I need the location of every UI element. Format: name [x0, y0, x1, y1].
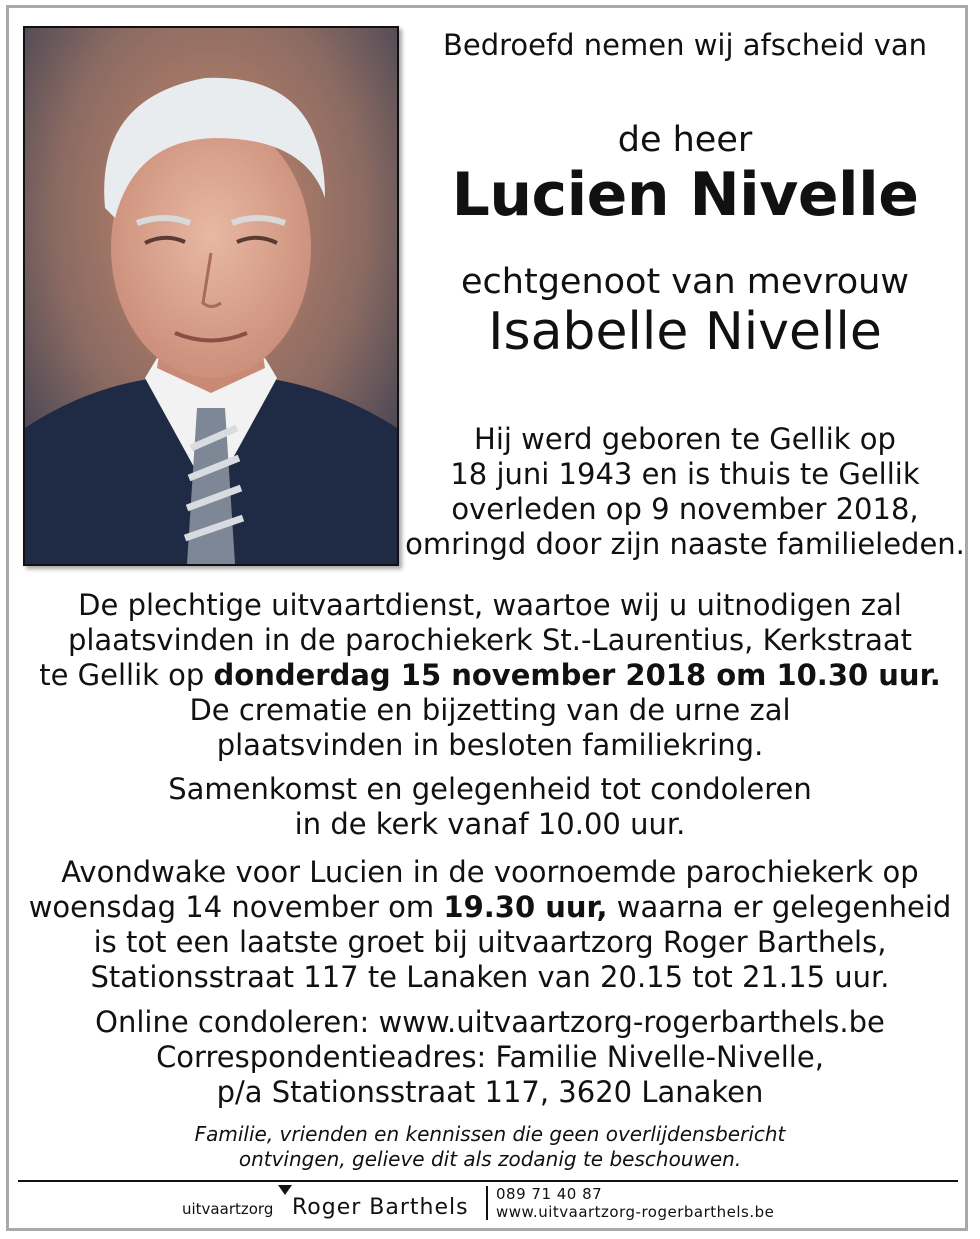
birth-line: omringd door zijn naaste familieleden.: [405, 527, 965, 561]
honorific: de heer: [617, 120, 753, 160]
gathering-paragraph: [20, 772, 960, 842]
wake-line: Avondwake voor Lucien in de voornoemde parochiekerk op: [61, 855, 919, 889]
birth-line: overleden op 9 november 2018,: [451, 492, 919, 526]
footer-divider: [18, 1180, 958, 1182]
note-line: Familie, vrienden en kennissen die geen overlijdensbericht: [194, 1122, 786, 1146]
wake-time-highlight: 19.30 uur,: [443, 890, 608, 924]
wake-line-prefix: woensdag 14 november om: [28, 890, 444, 924]
correspondence-line: Correspondentieadres: Familie Nivelle-Nivelle,: [156, 1040, 824, 1074]
deceased-name: Lucien Nivelle: [451, 160, 919, 230]
funeral-service-paragraph: [20, 588, 960, 763]
service-line-prefix: te Gellik op: [39, 658, 214, 692]
wake-line: [20, 890, 960, 925]
gathering-line: Samenkomst en gelegenheid tot condoleren: [168, 772, 812, 806]
footer-separator: [486, 1186, 488, 1220]
footer-website: www.uitvaartzorg-rogerbarthels.be: [496, 1203, 775, 1221]
portrait-photo: [23, 26, 399, 566]
birth-line: Hij werd geboren te Gellik op: [474, 422, 896, 456]
portrait-illustration: [25, 28, 397, 564]
spouse-name: Isabelle Nivelle: [488, 302, 882, 362]
address-line: p/a Stationsstraat 117, 3620 Lanaken: [216, 1075, 764, 1109]
birth-death-paragraph: [405, 422, 965, 562]
intro-text: Bedroefd nemen wij afscheid van: [442, 28, 928, 62]
wake-line: is tot een laatste groet bij uitvaartzorg Roger Barthels,: [93, 925, 887, 959]
service-line: plaatsvinden in besloten familiekring.: [216, 728, 764, 762]
spouse-relation: echtgenoot van mevrouw: [461, 262, 909, 302]
note-line: ontvingen, gelieve dit als zodanig te beschouwen.: [238, 1147, 742, 1171]
footer-phone: 089 71 40 87: [496, 1185, 603, 1203]
wake-line: Stationsstraat 117 te Lanaken van 20.15 tot 21.15 uur.: [90, 960, 890, 994]
service-line: plaatsvinden in de parochiekerk St.-Laurentius, Kerkstraat: [67, 623, 913, 657]
wake-paragraph: [20, 855, 960, 995]
contact-paragraph: [20, 1005, 960, 1110]
service-line: [20, 658, 960, 693]
online-condolence-line: Online condoleren: www.uitvaartzorg-rogerbarthels.be: [95, 1005, 885, 1039]
footer-prefix: uitvaartzorg: [182, 1200, 274, 1218]
logo-arrow-icon: [278, 1185, 292, 1195]
service-line: De plechtige uitvaartdienst, waartoe wij u uitnodigen zal: [78, 588, 902, 622]
service-date-highlight: donderdag 15 november 2018 om 10.30 uur.: [213, 658, 941, 692]
notice-note: [20, 1122, 960, 1172]
service-line: De crematie en bijzetting van de urne zal: [189, 693, 791, 727]
wake-line-suffix: waarna er gelegenheid: [607, 890, 952, 924]
birth-line: 18 juni 1943 en is thuis te Gellik: [450, 457, 920, 491]
gathering-line: in de kerk vanaf 10.00 uur.: [294, 807, 686, 841]
footer-brand: Roger Barthels: [292, 1195, 469, 1220]
